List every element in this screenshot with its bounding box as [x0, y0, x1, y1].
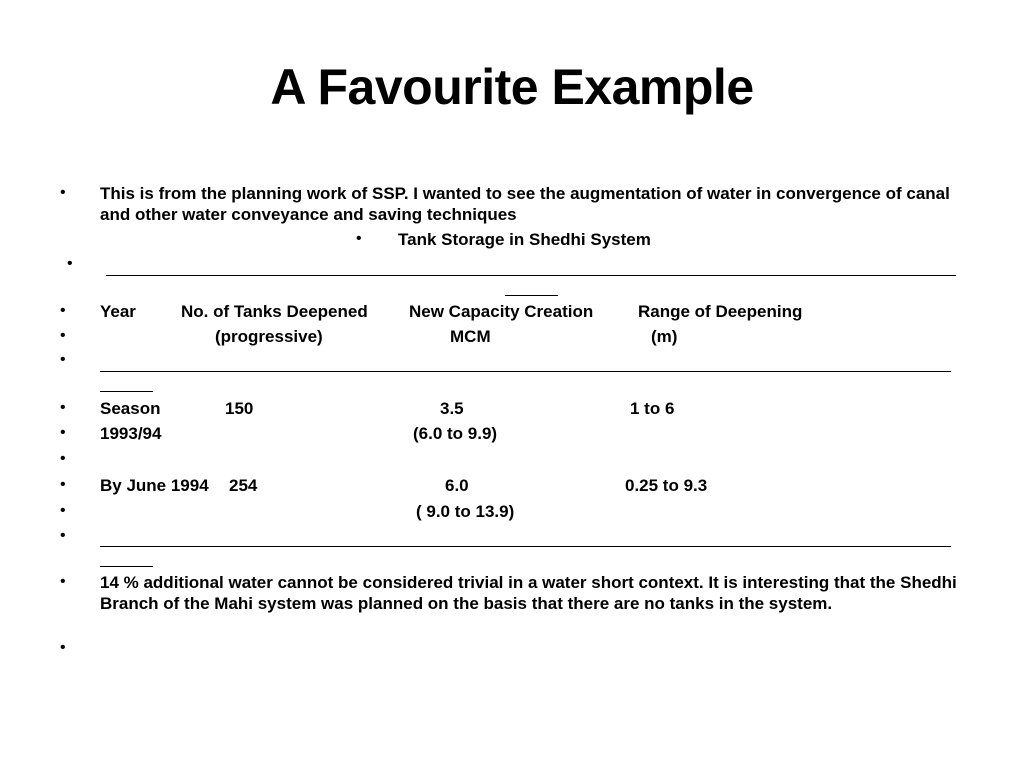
row1-tanks: 150 [225, 399, 254, 418]
divider-rule [100, 546, 951, 547]
row2-capacity-sub: ( 9.0 to 13.9) [416, 502, 515, 521]
bullet-marker: • [60, 424, 66, 441]
bullet-marker: • [60, 527, 66, 544]
row2-capacity: 6.0 [445, 476, 469, 495]
sub-bullet-text: Tank Storage in Shedhi System [398, 230, 651, 249]
divider-rule [100, 371, 951, 372]
conclusion-text: 14 % additional water cannot be considered trivial in a water short context. It is interesting that the Shedhi Branch of the Mahi system was planned on the basis that there are no tanks in the system. [100, 573, 957, 613]
bullet-marker: • [60, 450, 66, 467]
bullet-marker: • [67, 255, 73, 272]
row1-capacity: 3.5 [440, 399, 464, 418]
row1-year: Season [100, 399, 161, 418]
row2-tanks: 254 [229, 476, 258, 495]
row2-year: By June 1994 [100, 476, 209, 495]
header-year: Year [100, 302, 136, 321]
header-capacity-sub: MCM [450, 327, 491, 346]
header-tanks: No. of Tanks Deepened [181, 302, 368, 321]
row1-year-cont: 1993/94 [100, 424, 162, 443]
bullet-marker: • [60, 639, 66, 656]
divider-rule [100, 566, 153, 567]
header-tanks-sub: (progressive) [215, 327, 323, 346]
header-capacity: New Capacity Creation [409, 302, 594, 321]
row2-range: 0.25 to 9.3 [625, 476, 708, 495]
bullet-marker: • [60, 327, 66, 344]
bullet-marker: • [60, 184, 66, 201]
slide-title: A Favourite Example [270, 59, 754, 115]
intro-text: This is from the planning work of SSP. I wanted to see the augmentation of water in convergence of canal and other water conveyance and saving techniques [100, 184, 950, 224]
bullet-marker: • [60, 399, 66, 416]
sub-bullet-marker: • [356, 230, 362, 247]
bullet-marker: • [60, 302, 66, 319]
header-range-sub: (m) [651, 327, 678, 346]
divider-rule [100, 391, 153, 392]
row1-range: 1 to 6 [630, 399, 675, 418]
bullet-marker: • [60, 502, 66, 519]
bullet-marker: • [60, 351, 66, 368]
row1-capacity-sub: (6.0 to 9.9) [413, 424, 498, 443]
divider-rule [106, 275, 956, 276]
bullet-marker: • [60, 573, 66, 590]
divider-rule [505, 295, 558, 296]
bullet-marker: • [60, 476, 66, 493]
header-range: Range of Deepening [638, 302, 803, 321]
